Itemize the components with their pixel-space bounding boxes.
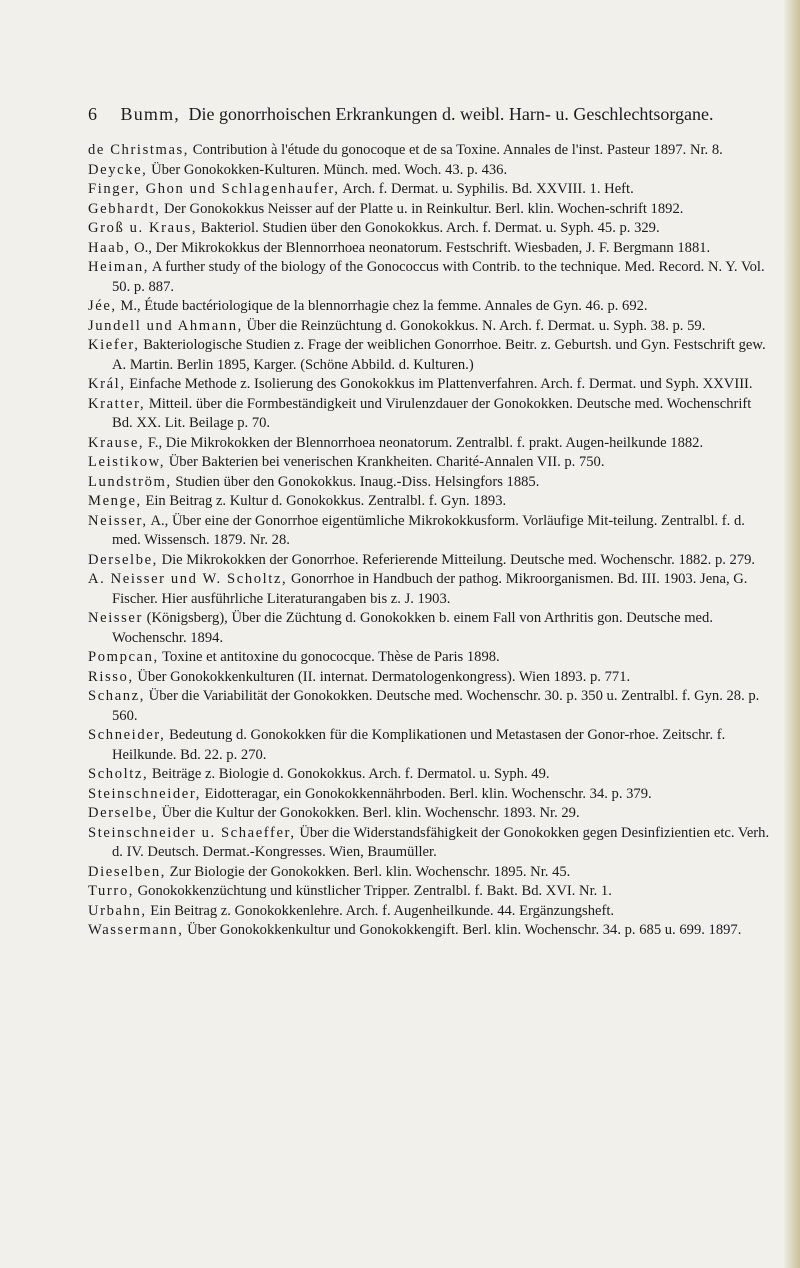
reference-text: Bakteriologische Studien z. Frage der weiblichen Gonorrhoe. Beitr. z. Geburtsh. und Gyn. Festschrift gew. A. Martin. Berlin 1895, Karger. (Schöne Abbild. d. Kulturen.) xyxy=(112,337,766,373)
reference-text: Über die Kultur der Gonokokken. Berl. klin. Wochenschr. 1893. Nr. 29. xyxy=(161,805,580,821)
reference-text: Beiträge z. Biologie d. Gonokokkus. Arch. f. Dermatol. u. Syph. 49. xyxy=(151,766,550,782)
reference-author: Derselbe, xyxy=(88,805,158,821)
reference-entry xyxy=(88,512,774,551)
reference-text: Über Gonokokken-Kulturen. Münch. med. Woch. 43. p. 436. xyxy=(151,161,508,178)
reference-entry xyxy=(88,453,774,473)
reference-text: Ein Beitrag z. Kultur d. Gonokokkus. Zentralbl. f. Gyn. 1893. xyxy=(145,493,507,509)
reference-text: Über die Variabilität der Gonokokken. Deutsche med. Wochenschr. 30. p. 350 u. Zentralbl. f. Gyn. 28. p. 560. xyxy=(112,688,760,724)
reference-text: Gonorrhoe in Handbuch der pathog. Mikroorganismen. Bd. III. 1903. Jena, G. Fischer. Hier ausführliche Literaturangaben bis z. J. 1903. xyxy=(112,571,748,607)
reference-author: A. Neisser und W. Scholtz, xyxy=(88,571,288,587)
reference-text: Über Gonokokkenkultur und Gonokokkengift. Berl. klin. Wochenschr. 34. p. 685 u. 699. 1897. xyxy=(187,922,742,938)
reference-text: M., Étude bactériologique de la blennorrhagie chez la femme. Annales de Gyn. 46. p. 692. xyxy=(120,298,648,314)
reference-author: Dieselben, xyxy=(88,863,167,880)
reference-text: Bedeutung d. Gonokokken für die Komplikationen und Metastasen der Gonor-rhoe. Zeitschr. f. Heilkunde. Bd. 22. p. 270. xyxy=(112,727,726,763)
reference-author: Steinschneider u. Schaeffer, xyxy=(88,824,296,841)
reference-author: Neisser xyxy=(88,610,143,626)
reference-entry xyxy=(88,336,774,375)
reference-list xyxy=(88,141,774,941)
reference-text: Über Gonokokkenkulturen (II. internat. Dermatologenkongress). Wien 1893. p. 771. xyxy=(137,668,631,685)
reference-entry xyxy=(88,726,774,765)
reference-text: Der Gonokokkus Neisser auf der Platte u. in Reinkultur. Berl. klin. Wochen-schrift 1892. xyxy=(164,200,684,217)
reference-author: Schanz, xyxy=(88,688,145,704)
reference-text: A further study of the biology of the Gonococcus with Contrib. to the technique. Med. Record. N. Y. Vol. 50. p. 887. xyxy=(112,259,765,295)
reference-author: Heiman, xyxy=(88,259,150,275)
reference-entry xyxy=(88,258,774,297)
reference-entry xyxy=(88,161,774,181)
reference-author: Schneider, xyxy=(88,727,166,743)
reference-author: Risso, xyxy=(88,668,134,685)
reference-entry xyxy=(88,570,774,609)
reference-entry xyxy=(88,921,774,941)
reference-author: Groß u. Kraus, xyxy=(88,220,198,236)
reference-text: Bakteriol. Studien über den Gonokokkus. Arch. f. Dermat. u. Syph. 45. p. 329. xyxy=(200,220,660,236)
reference-entry xyxy=(88,785,774,805)
reference-entry xyxy=(88,180,774,200)
reference-author: Neisser, xyxy=(88,512,148,529)
reference-author: Gebhardt, xyxy=(88,200,161,217)
reference-entry xyxy=(88,375,774,395)
reference-text: Die Mikrokokken der Gonorrhoe. Referierende Mitteilung. Deutsche med. Wochenschr. 1882. p. 279. xyxy=(161,551,756,568)
reference-entry xyxy=(88,434,774,454)
page-edge-shadow xyxy=(784,0,800,1268)
reference-entry xyxy=(88,609,774,648)
reference-entry xyxy=(88,317,774,337)
reference-entry xyxy=(88,902,774,922)
reference-entry xyxy=(88,200,774,220)
reference-entry xyxy=(88,824,774,863)
reference-text: Zur Biologie der Gonokokken. Berl. klin. Wochenschr. 1895. Nr. 45. xyxy=(169,863,571,880)
reference-author: Haab, xyxy=(88,239,131,256)
reference-author: Steinschneider, xyxy=(88,785,201,802)
reference-text: O., Der Mikrokokkus der Blennorrhoea neonatorum. Festschrift. Wiesbaden, J. F. Bergmann 1881. xyxy=(134,239,711,256)
reference-text: A., Über eine der Gonorrhoe eigentümliche Mikrokokkusform. Vorläufige Mit-teilung. Zentralbl. f. d. med. Wissensch. 1879. Nr. 28. xyxy=(112,512,745,548)
header-author: Bumm, xyxy=(120,104,181,124)
reference-entry xyxy=(88,687,774,726)
reference-author: Kratter, xyxy=(88,395,146,412)
reference-text: Arch. f. Dermat. u. Syphilis. Bd. XXVIII. 1. Heft. xyxy=(342,181,634,197)
reference-author: Král, xyxy=(88,376,126,392)
reference-entry xyxy=(88,551,774,571)
reference-author: de Christmas, xyxy=(88,142,190,158)
reference-author: Scholtz, xyxy=(88,766,149,782)
reference-entry xyxy=(88,492,774,512)
reference-text: Gonokokkenzüchtung und künstlicher Tripper. Zentralbl. f. Bakt. Bd. XVI. Nr. 1. xyxy=(137,883,612,899)
reference-text: Ein Beitrag z. Gonokokkenlehre. Arch. f. Augenheilkunde. 44. Ergänzungsheft. xyxy=(150,902,615,919)
reference-author: Finger, Ghon und Schlagenhaufer, xyxy=(88,181,340,197)
reference-entry xyxy=(88,141,774,161)
reference-author: Derselbe, xyxy=(88,551,158,568)
reference-entry xyxy=(88,395,774,434)
reference-entry xyxy=(88,863,774,883)
reference-entry xyxy=(88,239,774,259)
reference-entry xyxy=(88,473,774,493)
reference-author: Jée, xyxy=(88,298,117,314)
reference-entry xyxy=(88,804,774,824)
reference-text: Über Bakterien bei venerischen Krankheiten. Charité-Annalen VII. p. 750. xyxy=(168,454,605,470)
reference-text: Contribution à l'étude du gonocoque et de sa Toxine. Annales de l'inst. Pasteur 1897. Nr. 8. xyxy=(192,142,723,158)
reference-text: Toxine et antitoxine du gonococque. Thèse de Paris 1898. xyxy=(162,649,500,665)
reference-author: Wassermann, xyxy=(88,922,184,938)
reference-text: Über die Reinzüchtung d. Gonokokkus. N. Arch. f. Dermat. u. Syph. 38. p. 59. xyxy=(246,317,706,334)
reference-author: Kiefer, xyxy=(88,337,140,353)
reference-entry xyxy=(88,219,774,239)
running-header xyxy=(88,104,778,124)
reference-entry xyxy=(88,648,774,668)
reference-text: Mitteil. über die Formbeständigkeit und Virulenzdauer der Gonokokken. Deutsche med. Wochenschrift Bd. XX. Lit. Beilage p. 70. xyxy=(112,395,752,431)
reference-entry xyxy=(88,297,774,317)
reference-entry xyxy=(88,765,774,785)
reference-entry xyxy=(88,668,774,688)
reference-text: Einfache Methode z. Isolierung des Gonokokkus im Plattenverfahren. Arch. f. Dermat. und Syph. XXVIII. xyxy=(129,376,753,392)
reference-text: Eidotteragar, ein Gonokokkennährboden. Berl. klin. Wochenschr. 34. p. 379. xyxy=(204,785,652,802)
reference-author: Lundström, xyxy=(88,473,172,490)
page-number: 6 xyxy=(88,104,97,124)
reference-text: Studien über den Gonokokkus. Inaug.-Diss. Helsingfors 1885. xyxy=(175,473,540,490)
reference-author: Leistikow, xyxy=(88,454,166,470)
reference-entry xyxy=(88,882,774,902)
reference-author: Menge, xyxy=(88,493,142,509)
reference-author: Turro, xyxy=(88,883,134,899)
header-title: Die gonorrhoischen Erkrankungen d. weibl. Harn- u. Geschlechtsorgane. xyxy=(188,104,714,124)
reference-author: Urbahn, xyxy=(88,902,147,919)
reference-author: Jundell und Ahmann, xyxy=(88,317,243,334)
reference-text: Über die Widerstandsfähigkeit der Gonokokken gegen Desinfizientien etc. Verh. d. IV. Deutsch. Dermat.-Kongresses. Wien, Braumüller. xyxy=(112,824,770,860)
reference-author: Deycke, xyxy=(88,161,148,178)
reference-text: F., Die Mikrokokken der Blennorrhoea neonatorum. Zentralbl. f. prakt. Augen-heilkunde 1882. xyxy=(147,434,704,451)
reference-author: Krause, xyxy=(88,434,145,451)
reference-text: (Königsberg), Über die Züchtung d. Gonokokken b. einem Fall von Arthritis gon. Deutsche med. Wochenschr. 1894. xyxy=(112,610,713,646)
reference-author: Pompcan, xyxy=(88,649,159,665)
